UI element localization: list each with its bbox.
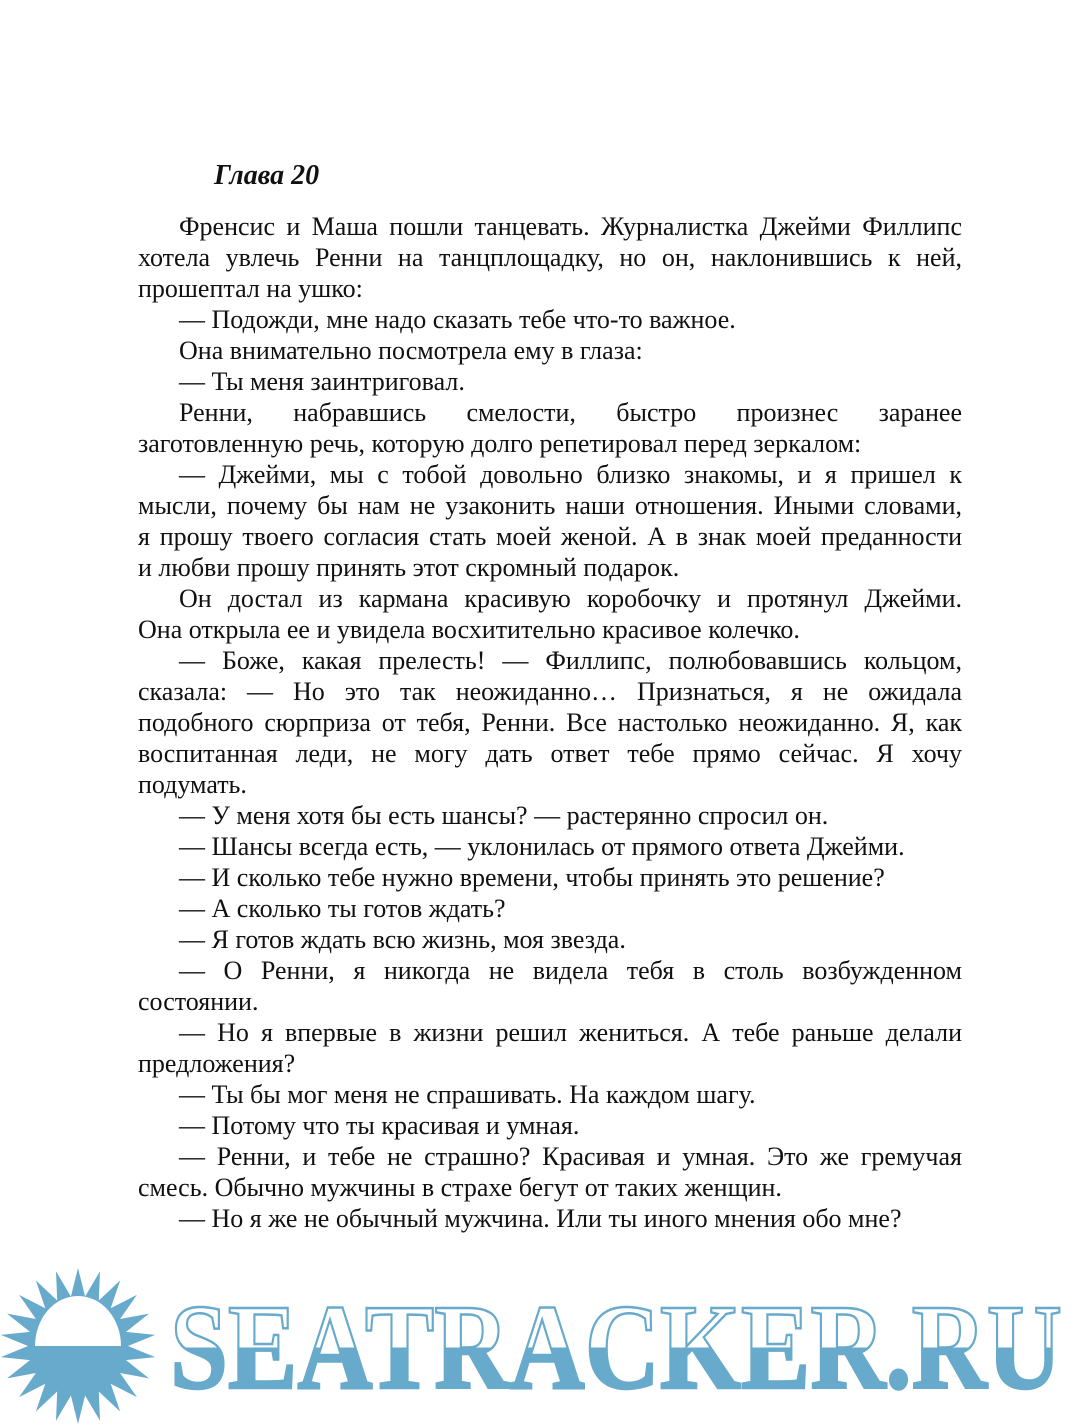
paragraph	[138, 1079, 962, 1110]
paragraph	[138, 893, 962, 924]
text-line: — Ты бы мог меня не спрашивать. На каждом шагу.	[179, 1080, 756, 1109]
text-line: — А сколько ты готов ждать?	[179, 894, 506, 923]
paragraph	[138, 335, 962, 366]
paragraph	[138, 397, 962, 459]
paragraph	[138, 583, 962, 645]
text-line: и любви прошу принять этот скромный подарок.	[138, 553, 680, 582]
text-line: — Боже, какая прелесть! — Филлипс, полюбовавшись кольцом,	[179, 646, 962, 675]
text-line: — Ты меня заинтриговал.	[179, 367, 465, 396]
watermark-text: SEATRACKER.RU	[170, 1280, 1062, 1415]
paragraph	[138, 1141, 962, 1203]
text-line: воспитанная леди, не могу дать ответ тебе прямо сейчас. Я хочу	[138, 739, 962, 768]
text-line: предложения?	[138, 1049, 296, 1078]
text-line: — Я готов ждать всю жизнь, моя звезда.	[179, 925, 626, 954]
text-line: — Ренни, и тебе не страшно? Красивая и умная. Это же гремучая	[179, 1142, 962, 1171]
paragraph	[138, 955, 962, 1017]
paragraph	[138, 304, 962, 335]
text-line: — Потому что ты красивая и умная.	[179, 1111, 580, 1140]
paragraph	[138, 800, 962, 831]
text-line: смесь. Обычно мужчины в страхе бегут от таких женщин.	[138, 1173, 782, 1202]
text-line: — И сколько тебе нужно времени, чтобы принять это решение?	[179, 863, 885, 892]
paragraph	[138, 645, 962, 800]
paragraph	[138, 1110, 962, 1141]
text-line: — Подожди, мне надо сказать тебе что-то важное.	[179, 305, 736, 334]
chapter-body	[138, 211, 962, 1234]
text-line: Она внимательно посмотрела ему в глаза:	[179, 336, 643, 365]
text-line: — Шансы всегда есть, — уклонилась от прямого ответа Джейми.	[179, 832, 905, 861]
text-line: — Но я же не обычный мужчина. Или ты иного мнения обо мне?	[179, 1204, 902, 1233]
paragraph	[138, 211, 962, 304]
text-line: подумать.	[138, 770, 247, 799]
paragraph	[138, 1203, 962, 1234]
paragraph	[138, 831, 962, 862]
text-line: — Джейми, мы с тобой довольно близко знакомы, и я пришел к	[179, 460, 962, 489]
sun-icon	[1, 1268, 155, 1424]
chapter-title: Глава 20	[214, 160, 320, 191]
text-line: заготовленную речь, которую долго репетировал перед зеркалом:	[138, 429, 862, 458]
text-line: хотела увлечь Ренни на танцплощадку, но он, наклонившись к ней,	[138, 243, 962, 272]
text-line: подобного сюрприза от тебя, Ренни. Все настолько неожиданно. Я, как	[138, 708, 962, 737]
seatracker-watermark-logo	[0, 1262, 1080, 1425]
text-line: Он достал из кармана красивую коробочку и протянул Джейми.	[179, 584, 962, 613]
text-line: прошептал на ушко:	[138, 274, 363, 303]
text-line: — У меня хотя бы есть шансы? — растерянно спросил он.	[179, 801, 829, 830]
text-line: Она открыла ее и увидела восхитительно красивое колечко.	[138, 615, 800, 644]
text-line: мысли, почему бы нам не узаконить наши отношения. Иными словами,	[138, 491, 962, 520]
paragraph	[138, 924, 962, 955]
text-line: — О Ренни, я никогда не видела тебя в столь возбужденном	[179, 956, 962, 985]
paragraph	[138, 366, 962, 397]
text-line: — Но я впервые в жизни решил жениться. А тебе раньше делали	[179, 1018, 962, 1047]
text-line: я прошу твоего согласия стать моей женой. А в знак моей преданности	[138, 522, 962, 551]
text-line: сказала: — Но это так неожиданно… Признаться, я не ожидала	[138, 677, 962, 706]
paragraph	[138, 459, 962, 583]
paragraph	[138, 1017, 962, 1079]
text-line: Френсис и Маша пошли танцевать. Журналистка Джейми Филлипс	[179, 212, 962, 241]
text-line: состоянии.	[138, 987, 259, 1016]
paragraph	[138, 862, 962, 893]
text-line: Ренни, набравшись смелости, быстро произнес заранее	[179, 398, 962, 427]
